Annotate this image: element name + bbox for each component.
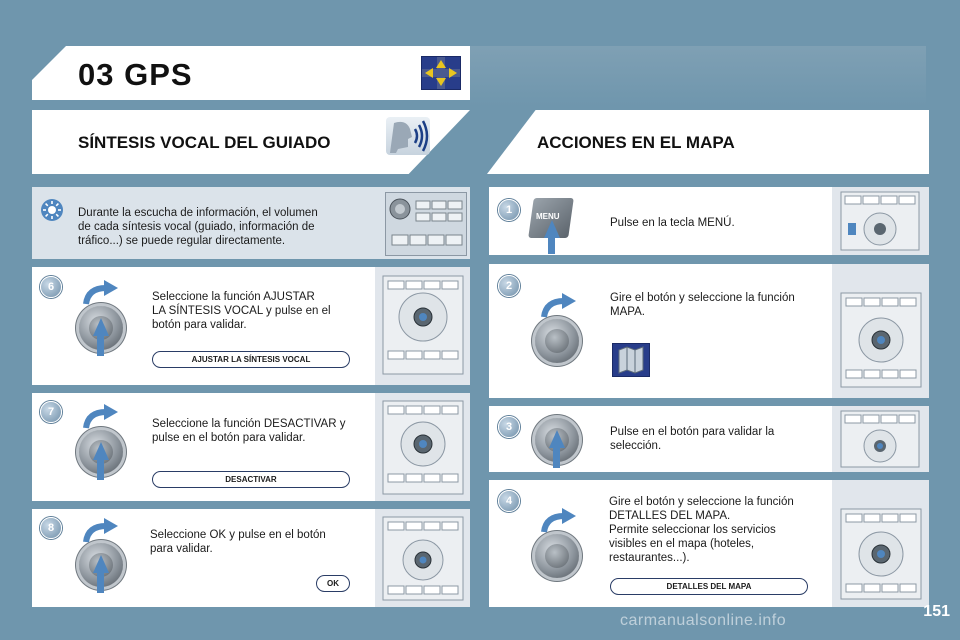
section-title-voice: SÍNTESIS VOCAL DEL GUIADO <box>78 133 331 152</box>
step-3-text: Pulse en el botón para validar la selección. <box>610 426 775 452</box>
map-icon <box>612 343 650 377</box>
step-8-text: Seleccione OK y pulse en el botón para validar. <box>150 529 326 555</box>
rotate-arrow-icon <box>82 404 118 430</box>
radio-console-image <box>382 275 464 375</box>
step-number-8: 8 <box>40 517 62 539</box>
rotate-arrow-icon <box>540 293 576 319</box>
gps-crossroad-icon <box>421 56 461 90</box>
menu-option-ok: OK <box>316 575 350 592</box>
step-number-1: 1 <box>498 199 520 221</box>
section-title-map: ACCIONES EN EL MAPA <box>537 133 735 152</box>
step-4-text: Gire el botón y seleccione la función DETALLES DEL MAPA. Permite seleccionar los servicios visibles en el mapa (hoteles, restaurantes...). <box>609 496 794 564</box>
step-number-7: 7 <box>40 401 62 423</box>
step-number-2: 2 <box>498 275 520 297</box>
radio-console-image <box>382 516 464 601</box>
press-arrow-icon <box>549 430 565 448</box>
rotary-knob-icon <box>535 534 579 578</box>
step-1-text: Pulse en la tecla MENÚ. <box>610 217 735 229</box>
step-number-6: 6 <box>40 276 62 298</box>
step-number-4: 4 <box>498 490 520 512</box>
topographic-banner <box>470 46 926 106</box>
press-arrow-icon <box>93 555 109 573</box>
page-title: 03 GPS <box>78 57 193 92</box>
step-number-3: 3 <box>498 416 520 438</box>
step-7-text: Seleccione la función DESACTIVAR y pulse en el botón para validar. <box>152 418 346 444</box>
radio-console-image <box>840 292 922 388</box>
menu-option-detalles: DETALLES DEL MAPA <box>610 578 808 595</box>
radio-console-image <box>840 508 922 600</box>
radio-console-image <box>840 410 920 468</box>
rotate-arrow-icon <box>540 508 576 534</box>
rotary-knob-icon <box>535 319 579 363</box>
rotate-arrow-icon <box>82 518 118 544</box>
radio-console-menu-image <box>840 191 920 251</box>
radio-console-image <box>382 400 464 495</box>
press-arrow-icon <box>544 220 560 238</box>
press-arrow-icon <box>93 318 109 336</box>
menu-option-desactivar: DESACTIVAR <box>152 471 350 488</box>
rotate-arrow-icon <box>82 280 118 306</box>
step-2-text: Gire el botón y seleccione la función MAPA. <box>610 292 795 318</box>
sun-info-icon <box>40 198 64 227</box>
page-number: 151 <box>923 603 950 620</box>
radio-console-volume-image <box>385 192 467 256</box>
voice-speech-icon <box>386 117 430 155</box>
menu-option-ajustar: AJUSTAR LA SÍNTESIS VOCAL <box>152 351 350 368</box>
press-arrow-icon <box>93 442 109 460</box>
watermark: carmanualsonline.info <box>620 612 787 629</box>
step-6-text: Seleccione la función AJUSTAR LA SÍNTESIS VOCAL y pulse en el botón para validar. <box>152 291 331 331</box>
menu-key-label: MENU <box>536 212 560 221</box>
info-text: Durante la escucha de información, el volumen de cada síntesis vocal (guiado, información de tráfico...) se puede regular directamente. <box>78 207 318 247</box>
